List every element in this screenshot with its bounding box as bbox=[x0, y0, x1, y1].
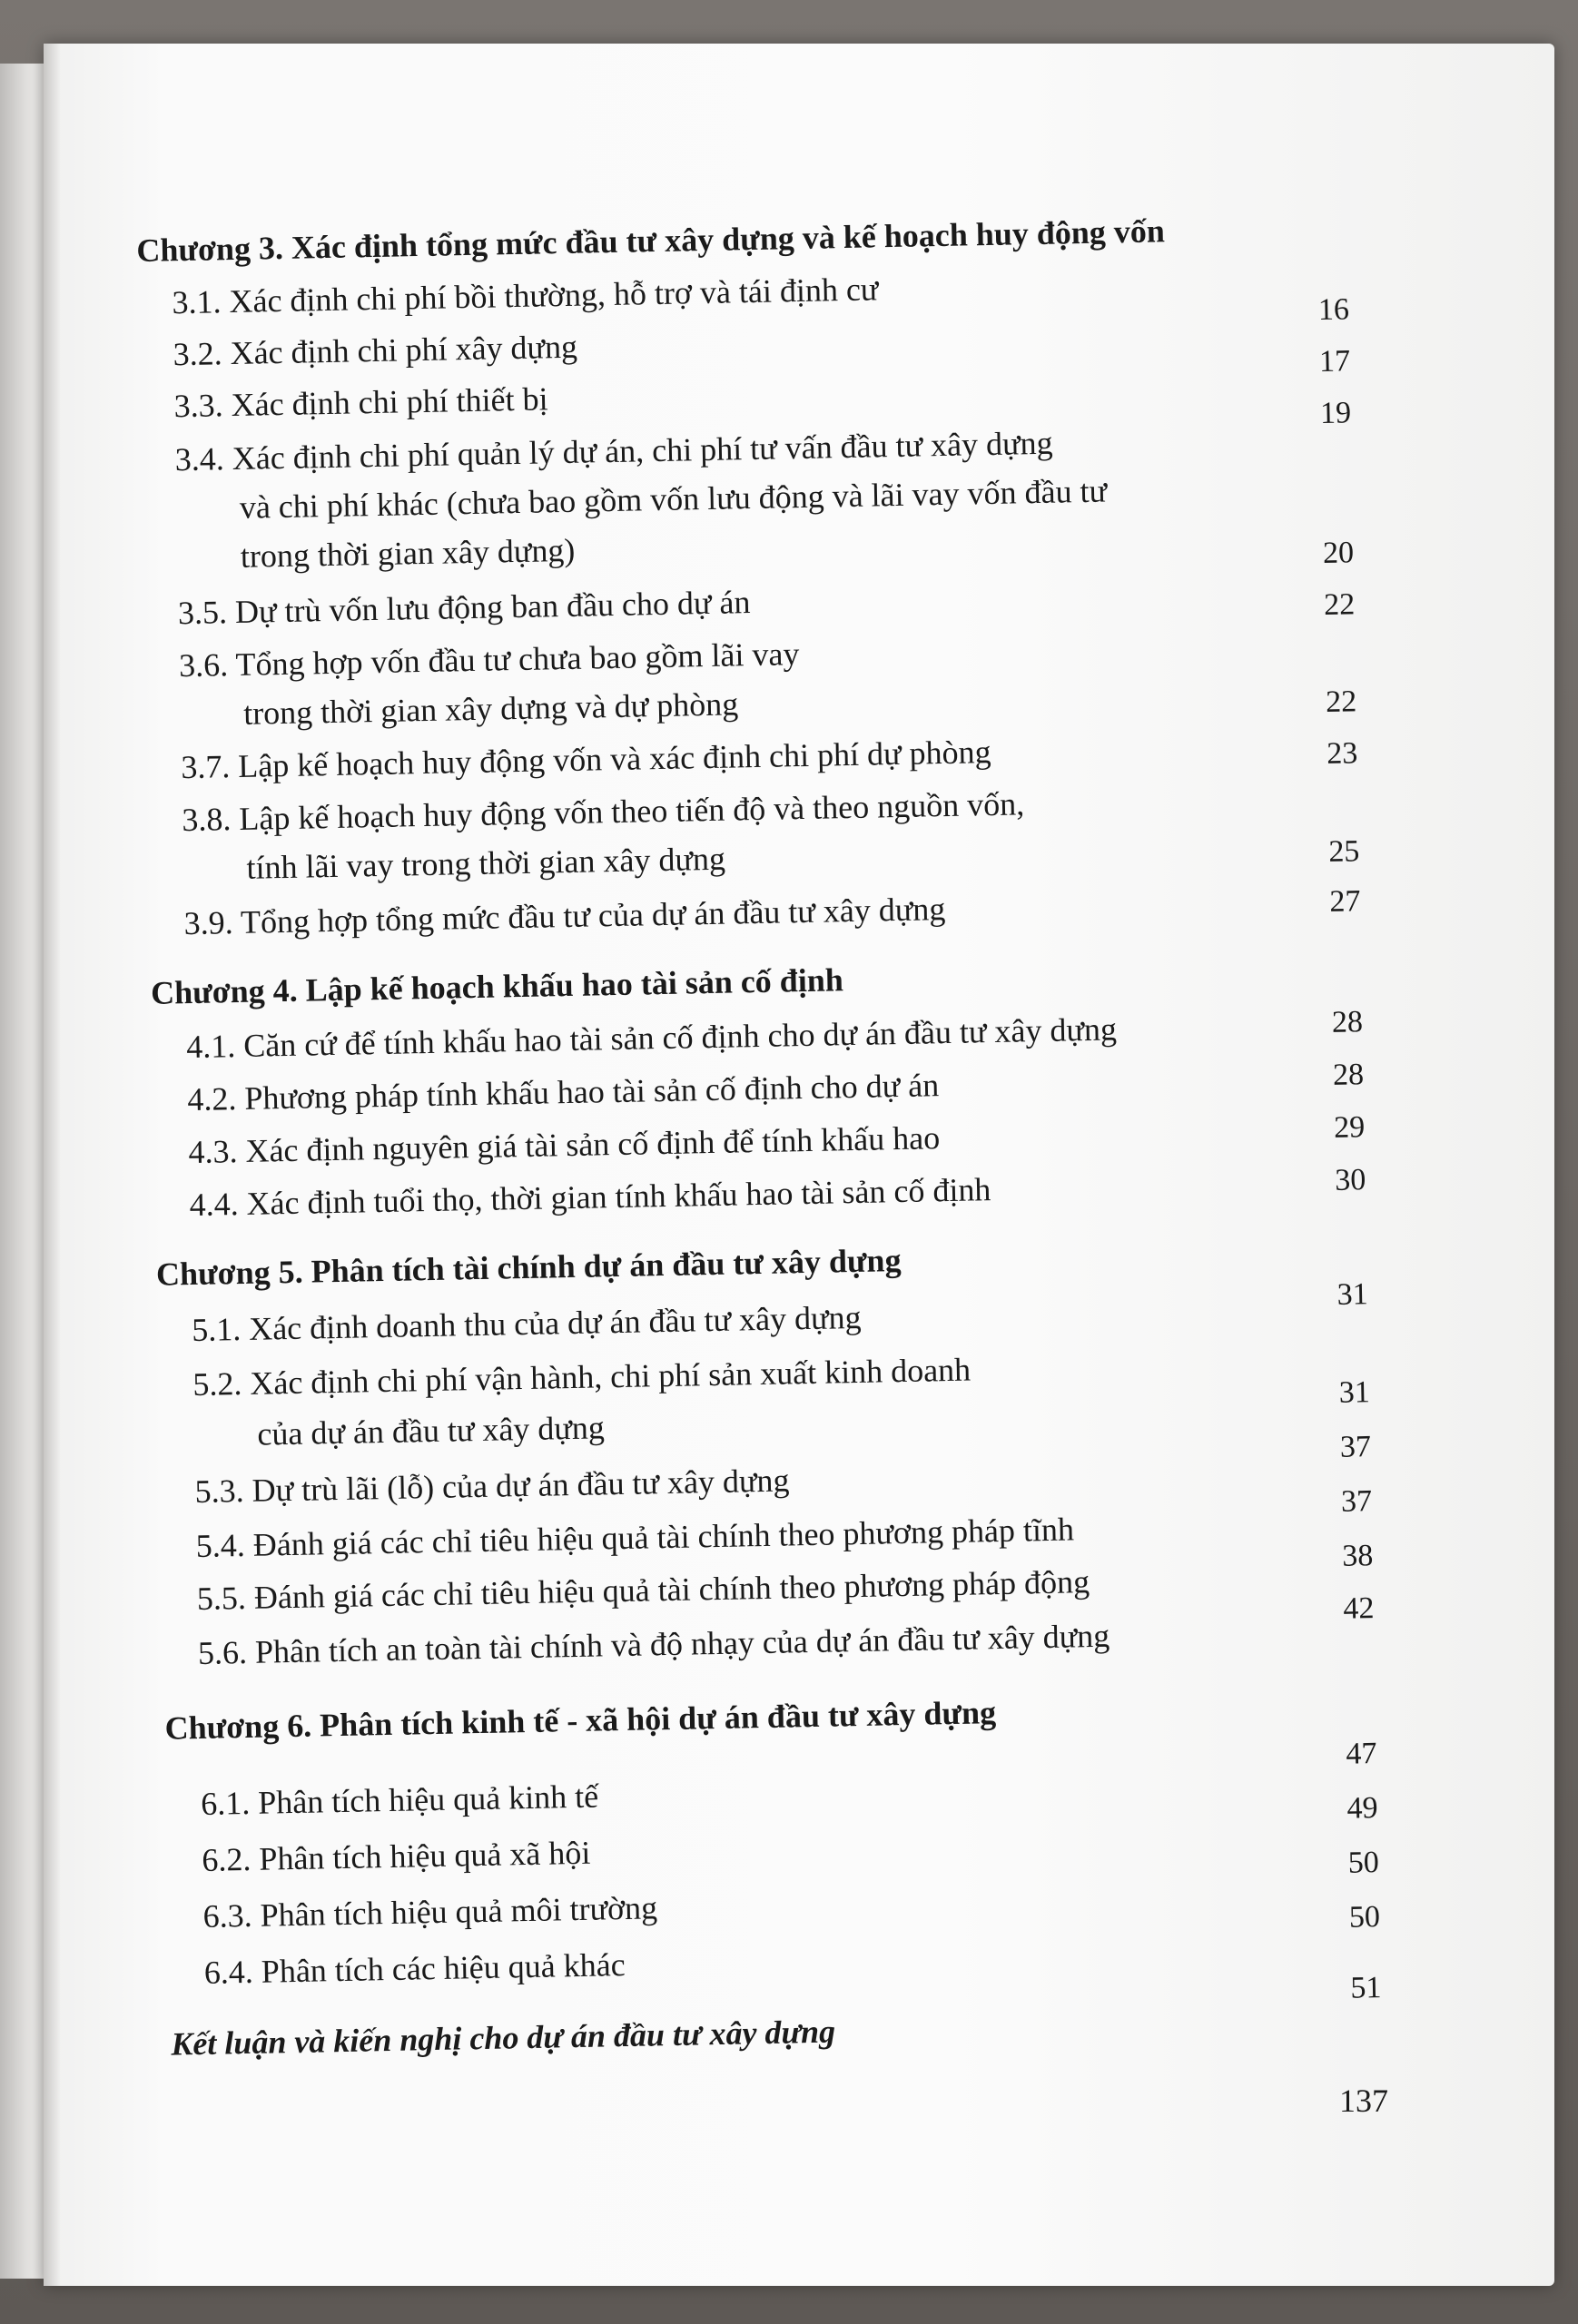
toc-page-number: 49 bbox=[1346, 1791, 1378, 1826]
toc-page-number: 51 bbox=[1350, 1971, 1382, 2005]
toc-item-continuation: của dự án đầu tư xây dựng bbox=[257, 1409, 606, 1452]
conclusion-title: Kết luận và kiến nghị cho dự án đầu tư xây dựng bbox=[170, 2013, 836, 2063]
toc-item: 5.2. Xác định chi phí vận hành, chi phí sản xuất kinh doanh bbox=[192, 1351, 971, 1403]
toc-page-number: 22 bbox=[1323, 587, 1356, 622]
toc-item-continuation: và chi phí khác (chưa bao gồm vốn lưu động và lãi vay vốn đầu tư bbox=[239, 472, 1108, 526]
toc-item-continuation: trong thời gian xây dựng và dự phòng bbox=[242, 685, 739, 732]
toc-page-number: 27 bbox=[1329, 884, 1361, 919]
chapter-title: Chương 6. Phân tích kinh tế - xã hội dự án đầu tư xây dựng bbox=[164, 1694, 997, 1747]
toc-page-number: 31 bbox=[1338, 1375, 1371, 1410]
toc-page-number: 30 bbox=[1334, 1163, 1366, 1197]
toc-item: 6.1. Phân tích hiệu quả kinh tế bbox=[200, 1777, 599, 1822]
toc-item: 4.2. Phương pháp tính khấu hao tài sản cố định cho dự án bbox=[186, 1067, 940, 1118]
toc-page-number: 22 bbox=[1325, 684, 1357, 719]
chapter-title: Chương 4. Lập kế hoạch khấu hao tài sản cố định bbox=[150, 961, 844, 1011]
toc-item: 5.3. Dự trù lãi (lỗ) của dự án đầu tư xây dựng bbox=[194, 1462, 790, 1511]
toc-item: 5.6. Phân tích an toàn tài chính và độ nhạy của dự án đầu tư xây dựng bbox=[197, 1617, 1110, 1671]
toc-page-number: 31 bbox=[1336, 1277, 1369, 1312]
toc-page-number: 25 bbox=[1328, 834, 1360, 869]
toc-page-number: 38 bbox=[1341, 1539, 1374, 1573]
toc-item: 4.3. Xác định nguyên giá tài sản cố định để tính khấu hao bbox=[188, 1119, 941, 1171]
toc-page-number: 23 bbox=[1326, 736, 1358, 771]
toc-item: 3.9. Tổng hợp tổng mức đầu tư của dự án đầu tư xây dựng bbox=[183, 891, 946, 942]
toc-item-continuation: trong thời gian xây dựng) bbox=[240, 531, 576, 575]
toc-page-number: 37 bbox=[1339, 1430, 1372, 1464]
toc-item: 3.2. Xác định chi phí xây dựng bbox=[173, 328, 578, 373]
toc-item-continuation: tính lãi vay trong thời gian xây dựng bbox=[246, 840, 726, 886]
toc-page-number: 28 bbox=[1331, 1005, 1364, 1039]
toc-item: 6.3. Phân tích hiệu quả môi trường bbox=[202, 1889, 658, 1935]
table-of-contents bbox=[136, 207, 1444, 2155]
toc-page-number: 47 bbox=[1346, 1737, 1377, 1771]
toc-item: 5.4. Đánh giá các chỉ tiêu hiệu quả tài chính theo phương pháp tĩnh bbox=[195, 1511, 1075, 1564]
toc-page-number: 28 bbox=[1332, 1058, 1365, 1092]
toc-item: 4.1. Căn cứ để tính khấu hao tài sản cố định cho dự án đầu tư xây dựng bbox=[185, 1010, 1118, 1066]
toc-page-number: 29 bbox=[1333, 1110, 1366, 1145]
toc-item: 6.4. Phân tích các hiệu quả khác bbox=[203, 1946, 626, 1991]
toc-item: 3.7. Lập kế hoạch huy động vốn và xác định chi phí dự phòng bbox=[180, 734, 991, 786]
chapter-title: Chương 3. Xác định tổng mức đầu tư xây dựng và kế hoạch huy động vốn bbox=[136, 212, 1166, 269]
toc-item: 3.8. Lập kế hoạch huy động vốn theo tiến độ và theo nguồn vốn, bbox=[182, 785, 1025, 839]
toc-item: 3.4. Xác định chi phí quản lý dự án, chi phí tư vấn đầu tư xây dựng bbox=[174, 424, 1053, 478]
page-number-footer: 137 bbox=[1339, 2083, 1388, 2119]
page-spine-shadow bbox=[44, 44, 60, 2286]
toc-page-number: 37 bbox=[1340, 1484, 1373, 1519]
toc-item: 5.5. Đánh giá các chỉ tiêu hiệu quả tài chính theo phương pháp động bbox=[196, 1563, 1090, 1617]
toc-page-number: 42 bbox=[1343, 1591, 1375, 1626]
toc-page-number: 19 bbox=[1319, 396, 1352, 430]
toc-item: 6.2. Phân tích hiệu quả xã hội bbox=[202, 1834, 591, 1878]
toc-item: 3.3. Xác định chi phí thiết bị bbox=[173, 380, 548, 425]
toc-item: 3.5. Dự trù vốn lưu động ban đầu cho dự án bbox=[177, 584, 751, 632]
toc-item: 5.1. Xác định doanh thu của dự án đầu tư xây dựng bbox=[191, 1298, 862, 1349]
toc-page-number: 20 bbox=[1322, 536, 1355, 570]
toc-page-number: 16 bbox=[1317, 292, 1350, 328]
toc-page-number: 17 bbox=[1318, 344, 1351, 379]
toc-item: 3.6. Tổng hợp vốn đầu tư chưa bao gồm lãi vay bbox=[178, 635, 800, 684]
toc-item: 4.4. Xác định tuổi thọ, thời gian tính khấu hao tài sản cố định bbox=[189, 1171, 991, 1224]
toc-page-number: 50 bbox=[1348, 1900, 1381, 1935]
toc-item: 3.1. Xác định chi phí bồi thường, hỗ trợ và tái định cư bbox=[172, 271, 879, 321]
toc-page-number: 50 bbox=[1347, 1846, 1380, 1880]
chapter-title: Chương 5. Phân tích tài chính dự án đầu tư xây dựng bbox=[155, 1242, 902, 1293]
